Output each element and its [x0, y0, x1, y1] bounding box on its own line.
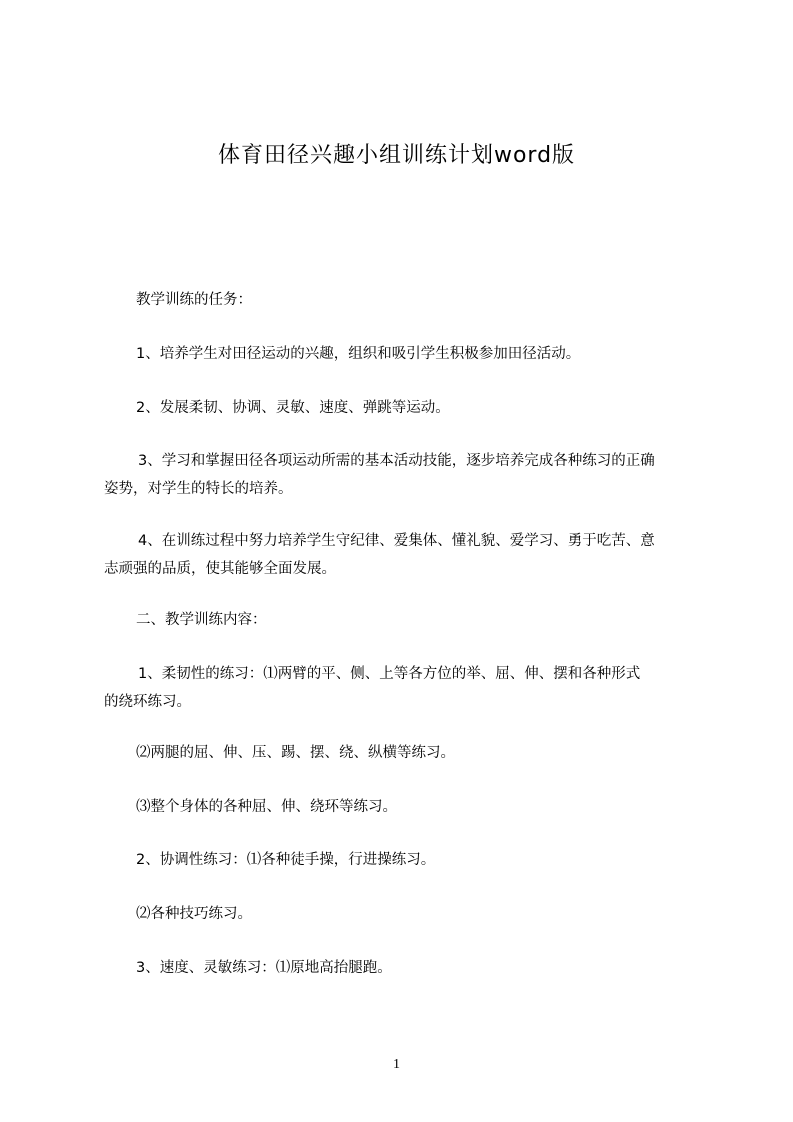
paragraph-line: 1、柔韧性的练习：⑴两臂的平、侧、上等各方位的举、屈、伸、摆和各种形式	[138, 666, 641, 682]
task-item-3	[104, 447, 704, 503]
section-heading-content	[104, 606, 736, 634]
paragraph-line: 二、教学训练内容：	[136, 612, 267, 628]
document-title: 体育田径兴趣小组训练计划word版	[217, 143, 576, 168]
paragraph-line: 2、协调性练习：⑴各种徒手操，行进操练习。	[136, 852, 436, 868]
content-item-1-3	[104, 793, 736, 821]
paragraph-line: 姿势，对学生的特长的培养。	[104, 481, 293, 497]
paragraph-line: 志顽强的品质，使其能够全面发展。	[104, 561, 336, 577]
paragraph-line: 2、发展柔韧、协调、灵敏、速度、弹跳等运动。	[136, 400, 450, 416]
task-item-4	[104, 527, 704, 583]
paragraph-line: 3、速度、灵敏练习：⑴原地高抬腿跑。	[136, 960, 392, 976]
paragraph-line: ⑶整个身体的各种屈、伸、绕环等练习。	[136, 799, 397, 815]
task-item-1	[104, 340, 736, 368]
paragraph-line: ⑵各种技巧练习。	[136, 906, 252, 922]
paragraph-line: 教学训练的任务：	[136, 292, 252, 308]
paragraph-line: 4、在训练过程中努力培养学生守纪律、爱集体、懂礼貌、爱学习、勇于吃苦、意	[138, 533, 655, 549]
paragraph-line: 1、培养学生对田径运动的兴趣，组织和吸引学生积极参加田径活动。	[136, 346, 581, 362]
task-item-2	[104, 394, 736, 422]
content-item-2	[104, 846, 736, 874]
content-item-2-2	[104, 900, 736, 928]
paragraph-line: 3、学习和掌握田径各项运动所需的基本活动技能，逐步培养完成各种练习的正确	[138, 453, 655, 469]
page-number: 1	[393, 1057, 400, 1072]
paragraph-line: 的绕环练习。	[104, 694, 191, 710]
content-item-1-2	[104, 739, 736, 767]
section-heading-tasks	[104, 286, 736, 314]
content-item-1	[104, 660, 704, 716]
content-item-3	[104, 954, 736, 982]
paragraph-line: ⑵两腿的屈、伸、压、踢、摆、绕、纵横等练习。	[136, 745, 455, 761]
